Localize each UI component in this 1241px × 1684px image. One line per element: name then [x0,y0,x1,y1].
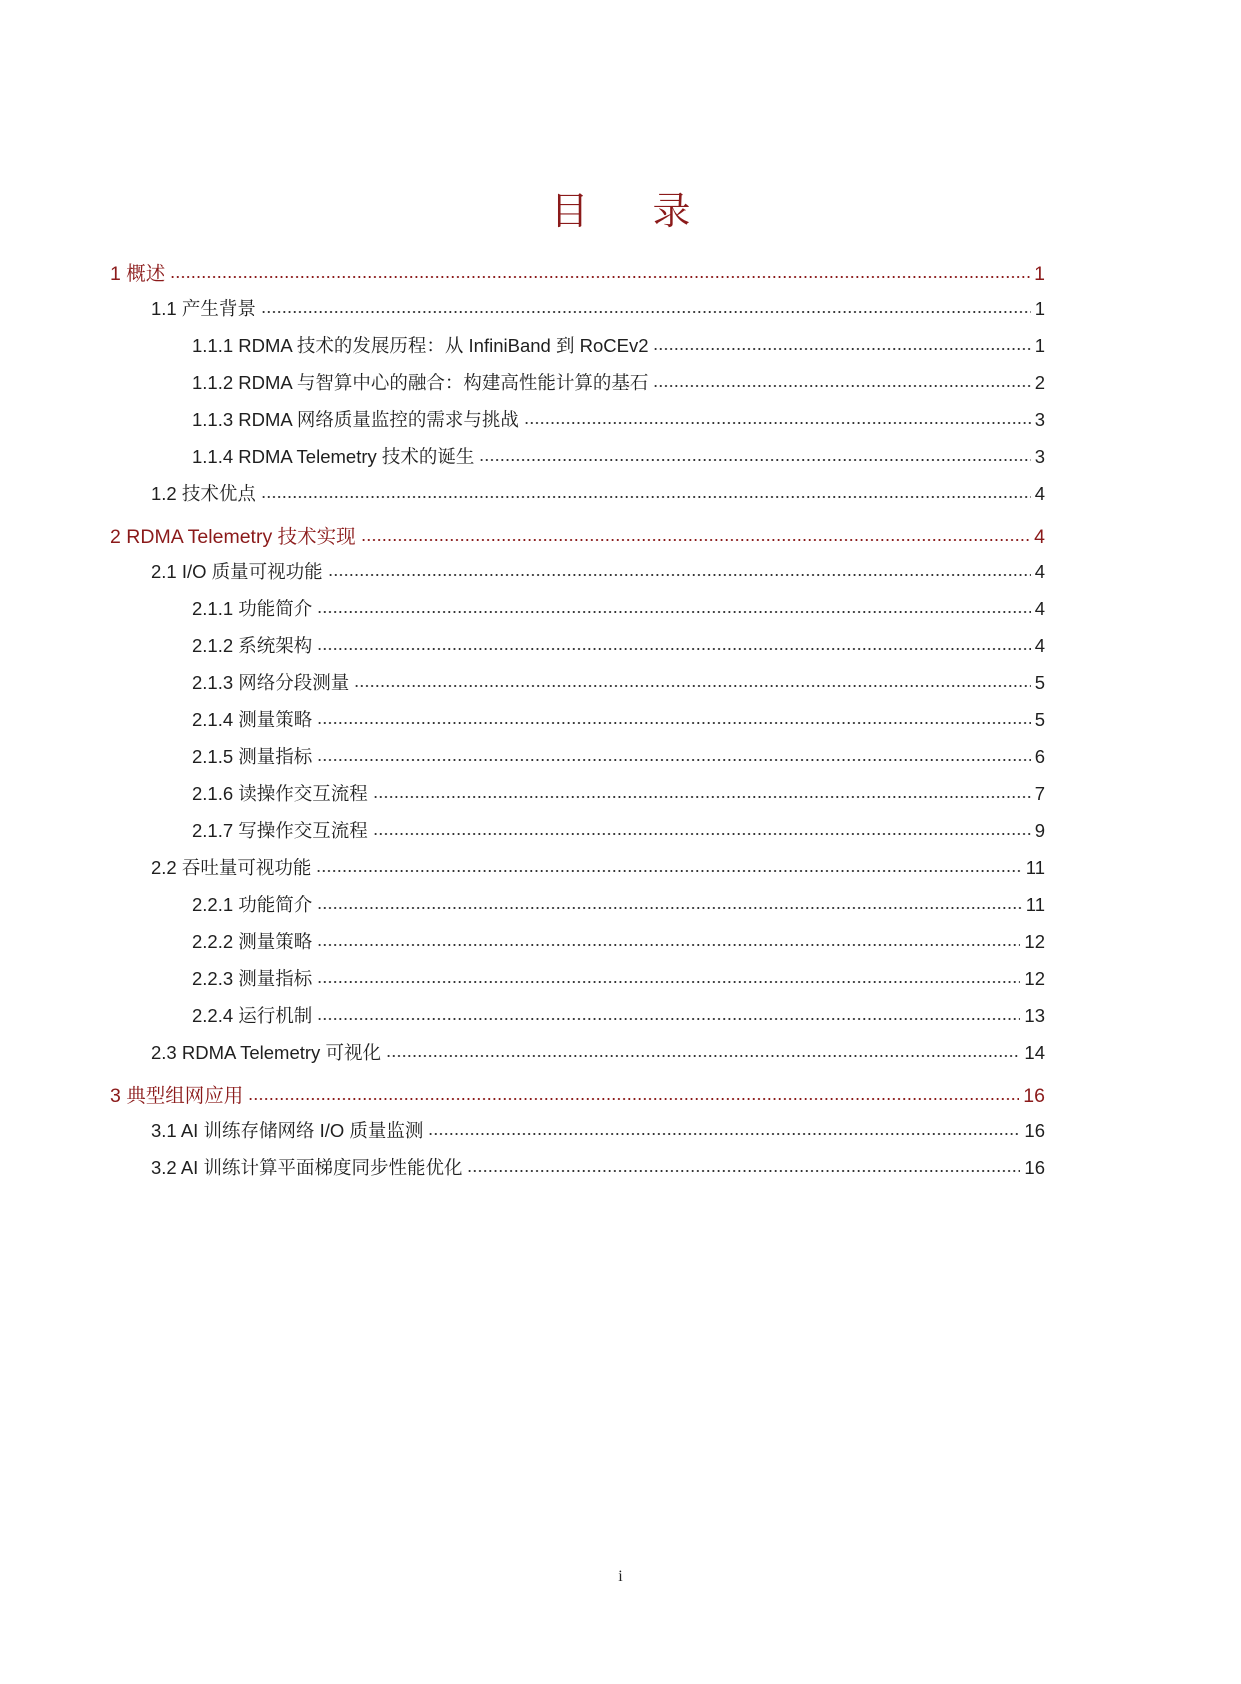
toc-entry-number: 2.1.2 [192,635,234,656]
toc-entry-label [192,369,651,395]
toc-entry-page-number: 12 [1024,931,1045,952]
page-title: 目 录 [550,189,717,233]
toc-entry-page-number: 11 [1025,857,1045,878]
toc-entry-number: 3.1 [151,1120,177,1141]
toc-entry-title: RDMA Telemetry 技术实现 [126,526,356,548]
toc-entry-title: 测量指标 [238,746,313,767]
toc-entry[interactable] [192,965,1045,993]
dot-leader [653,371,1030,389]
toc-entry-label [110,1080,246,1108]
toc-entry-page-number: 1 [1034,335,1045,356]
toc-entry-label [192,595,315,621]
dot-leader [354,671,1030,689]
toc-entry-page-number: 11 [1025,894,1045,915]
toc-entry-page-number: 16 [1023,1085,1045,1107]
toc-entry[interactable] [110,521,1045,549]
toc-entry[interactable] [110,1080,1045,1108]
toc-entry-title: AI 训练存储网络 I/O 质量监测 [180,1120,424,1141]
toc-entry-label [192,743,315,769]
dot-leader [428,1119,1020,1137]
toc-entry-number: 2 [110,526,121,548]
toc-entry-page-number: 5 [1034,672,1045,693]
toc-entry-label [151,558,326,584]
toc-entry-page-number: 4 [1034,635,1045,656]
toc-entry-label [192,928,315,954]
toc-entry-page-number: 4 [1034,561,1045,582]
dot-leader [328,560,1031,578]
toc-entry-number: 2.2.3 [192,968,234,989]
toc-entry-label [192,891,315,917]
toc-entry-number: 2.1 [151,561,177,582]
toc-entry-number: 1.1.3 [192,409,234,430]
dot-leader [261,482,1031,500]
toc-entry-number: 2.2.4 [192,1005,234,1026]
toc-entry-page-number: 4 [1034,598,1045,619]
toc-entry[interactable] [192,632,1045,660]
toc-entry-page-number: 1 [1034,298,1045,319]
toc-entry-title: 写操作交互流程 [238,820,368,841]
toc-entry-title: 系统架构 [238,635,313,656]
toc-entry-label [151,295,259,321]
dot-leader [317,893,1021,911]
toc-entry-label [151,854,314,880]
toc-entry-title: RDMA Telemetry 技术的诞生 [238,446,475,467]
toc-entry-number: 1.1.1 [192,335,234,356]
dot-leader [317,967,1020,985]
toc-entry-number: 2.1.5 [192,746,234,767]
dot-leader [317,597,1030,615]
toc-entry-title: 概述 [126,263,166,285]
toc-entry-number: 1.1 [151,298,177,319]
toc-entry-label [192,1002,315,1028]
dot-leader [479,445,1030,463]
toc-entry[interactable] [192,706,1045,734]
toc-entry[interactable] [192,780,1045,808]
toc-entry-title: AI 训练计算平面梯度同步性能优化 [180,1157,463,1178]
toc-entry-label [151,1117,426,1143]
toc-entry-label [192,332,651,358]
toc-entry[interactable] [192,595,1045,623]
toc-entry-page-number: 1 [1034,263,1045,285]
toc-entry[interactable] [192,369,1045,397]
toc-entry-number: 1.2 [151,483,177,504]
toc-entry-number: 2.1.6 [192,783,234,804]
toc-entry-number: 2.1.7 [192,820,234,841]
toc-entry[interactable] [151,1154,1045,1182]
toc-entry-title: 测量指标 [238,968,313,989]
toc-entry-label [192,406,522,432]
toc-entry-title: 技术优点 [181,483,256,504]
toc-entry-title: 功能简介 [238,894,313,915]
toc-entry[interactable] [151,295,1045,323]
toc-entry-title: I/O 质量可视功能 [181,561,323,582]
dot-leader [261,297,1031,315]
toc-entry-title: 吞吐量可视功能 [181,857,312,878]
dot-leader [317,745,1030,763]
toc-entry-number: 2.2 [151,857,177,878]
toc-entry-page-number: 14 [1024,1042,1045,1063]
dot-leader [316,856,1021,874]
toc-entry-page-number: 4 [1034,526,1045,548]
dot-leader [361,525,1031,543]
toc-entry-number: 2.1.1 [192,598,234,619]
toc-entry-title: RDMA 技术的发展历程：从 InfiniBand 到 RoCEv2 [238,335,649,356]
toc-entry-title: 典型组网应用 [126,1085,244,1107]
toc-entry-number: 3 [110,1085,121,1107]
page-number: i [618,1568,623,1585]
dot-leader [524,408,1031,426]
toc-entry-label [192,965,315,991]
toc-entry-page-number: 3 [1034,446,1045,467]
dot-leader [373,819,1031,837]
toc-entry-page-number: 13 [1024,1005,1045,1026]
toc-entry-title: RDMA 网络质量监控的需求与挑战 [238,409,519,430]
toc-entry[interactable] [192,891,1045,919]
toc-entry-title: 产生背景 [181,298,256,319]
toc-entry-number: 1.1.2 [192,372,234,393]
toc-entry-number: 2.1.4 [192,709,234,730]
toc-entry-title: 测量策略 [238,931,313,952]
toc-entry-label [192,669,352,695]
toc-entry-label [110,258,168,286]
dot-leader [317,930,1020,948]
toc-entry[interactable] [192,669,1045,697]
toc-entry-label [110,521,359,549]
dot-leader [317,1004,1020,1022]
toc-entry[interactable] [151,558,1045,586]
toc-entry-title: 读操作交互流程 [238,783,368,804]
toc-entry-number: 2.3 [151,1042,177,1063]
toc-entry-label [151,480,259,506]
toc-entry-number: 2.1.3 [192,672,234,693]
toc-entry[interactable] [151,480,1045,508]
dot-leader [317,634,1030,652]
toc-entry-title: RDMA Telemetry 可视化 [181,1042,381,1063]
toc-entry[interactable] [192,406,1045,434]
toc-entry[interactable] [192,332,1045,360]
toc-entry-number: 3.2 [151,1157,177,1178]
toc-entry[interactable] [151,1039,1045,1067]
toc-entry-page-number: 6 [1034,746,1045,767]
dot-leader [317,708,1030,726]
toc-entry[interactable] [192,743,1045,771]
toc-entry-page-number: 2 [1034,372,1045,393]
toc-entry-page-number: 7 [1034,783,1045,804]
toc-entry-page-number: 3 [1034,409,1045,430]
toc-entry-page-number: 12 [1024,968,1045,989]
toc-entry-page-number: 16 [1024,1120,1045,1141]
dot-leader [170,262,1030,280]
toc-entry[interactable] [110,258,1045,286]
toc-entry[interactable] [192,443,1045,471]
toc-entry-label [192,632,315,658]
toc-entry-label [192,706,315,732]
toc-entry-title: 运行机制 [238,1005,313,1026]
dot-leader [248,1084,1019,1102]
toc-entry-label [151,1154,465,1180]
toc-entry[interactable] [151,854,1045,882]
toc-entry-title: 功能简介 [238,598,313,619]
toc-entry-label [192,443,477,469]
toc-entry-page-number: 9 [1034,820,1045,841]
toc-entry-title: RDMA 与智算中心的融合：构建高性能计算的基石 [238,372,649,393]
toc-entry-number: 1.1.4 [192,446,234,467]
toc-entry-number: 2.2.2 [192,931,234,952]
toc-entry-label [151,1039,384,1065]
dot-leader [386,1041,1020,1059]
dot-leader [653,334,1030,352]
toc-entry-number: 1 [110,263,121,285]
dot-leader [467,1156,1020,1174]
toc-entry-page-number: 5 [1034,709,1045,730]
toc-entry-label [192,780,371,806]
toc-entry-title: 网络分段测量 [238,672,350,693]
toc-entry-page-number: 4 [1034,483,1045,504]
toc-entry-label [192,817,371,843]
toc-entry[interactable] [192,928,1045,956]
toc-entry[interactable] [192,817,1045,845]
toc-entry-number: 2.2.1 [192,894,234,915]
dot-leader [373,782,1031,800]
toc-entry[interactable] [192,1002,1045,1030]
toc-entry-page-number: 16 [1024,1157,1045,1178]
toc-entry[interactable] [151,1117,1045,1145]
toc-entry-title: 测量策略 [238,709,313,730]
